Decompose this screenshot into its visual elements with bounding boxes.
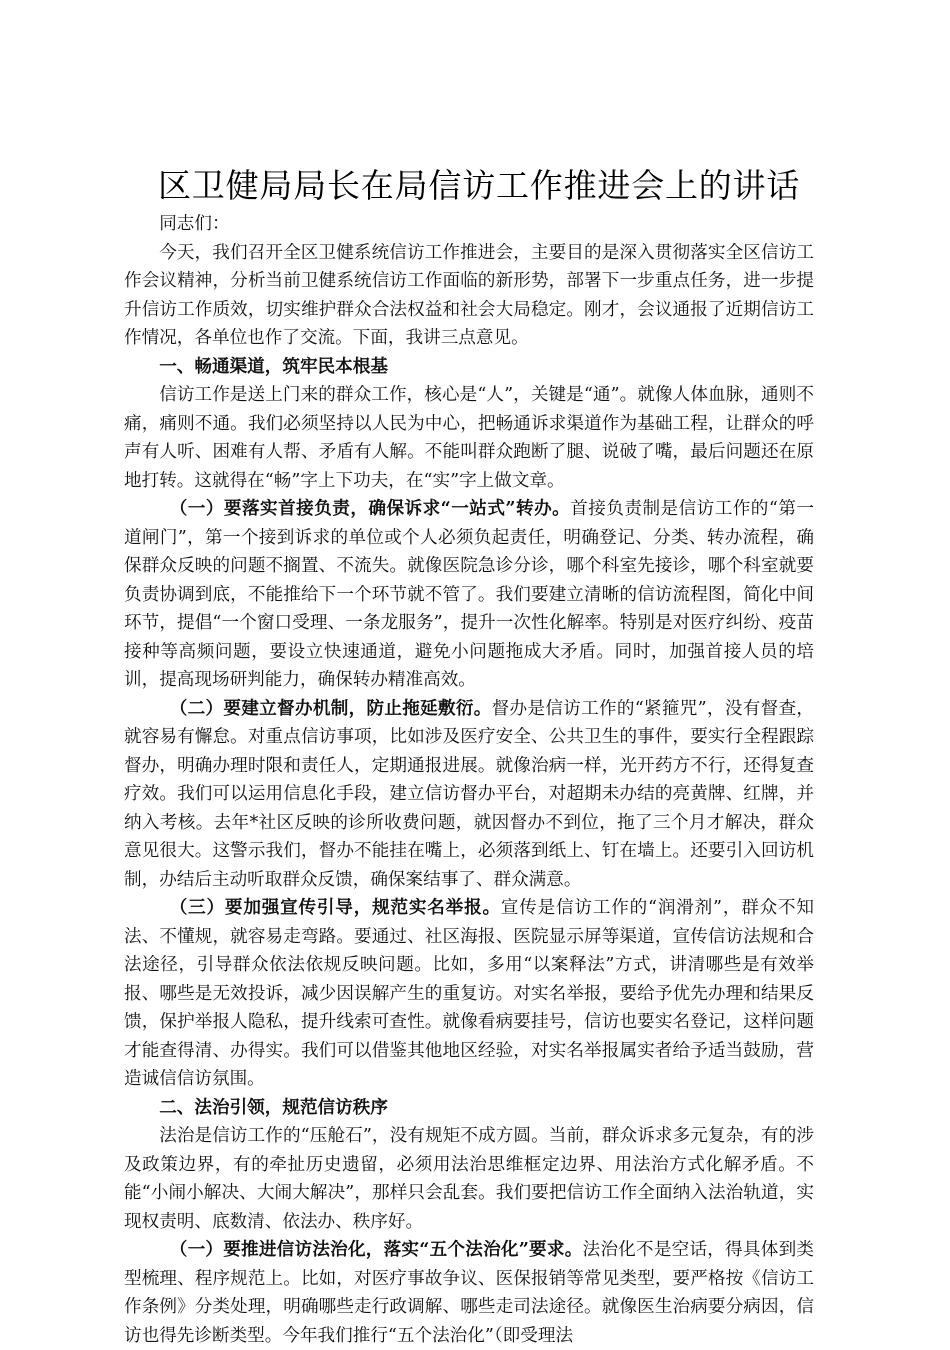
section1-sub3-lead: （三）要加强宣传引导，规范实名举报。 [169,897,501,918]
section1-sub3-paragraph [124,894,814,1094]
section1-heading: 一、畅通渠道，筑牢民本根基 [159,355,388,377]
section1-sub1-body: 首接负责制是信访工作的“第一道闸门”，第一个接到诉求的单位或个人必须负起责任，明确登记、分类、转办流程，确保群众反映的问题不搁置、不流失。就像医院急诊分诊，哪个科室先接诊，哪个科室就要负责协调到底，不能推给下一个环节就不管了。我们要建立清晰的信访流程图，简化中间环节，提倡“一个窗口受理、一条龙服务”，提升一次性化解率。特别是对医疗纠纷、疫苗接种等高频问题，要设立快速通道，避免小问题拖成大矛盾。同时，加强首接人员的培训，提高现场研判能力，确保转办精准高效。 [124,499,814,690]
section1-sub2-lead: （二）要建立督办机制，防止拖延敷衍。 [169,697,492,719]
section2-sub1-paragraph [124,1236,814,1350]
document-page [124,162,814,1350]
section2-body: 法治是信访工作的“压舱石”，没有规矩不成方圆。当前，群众诉求多元复杂，有的涉及政策边界，有的牵扯历史遗留，必须用法治思维框定边界、用法治方式化解矛盾。不能“小闹小解决、大闹大解决”，那样只会乱套。我们要把信访工作全面纳入法治轨道，实现权责明、底数清、依法办、秩序好。 [124,1126,814,1232]
section1-sub1-lead: （一）要落实首接负责，确保诉求“一站式”转办。 [169,498,571,519]
section2-sub1-lead: （一）要推进信访法治化，落实“五个法治化”要求。 [169,1239,583,1260]
document-title: 区卫健局局长在局信访工作推进会上的讲话 [158,166,801,205]
section1-sub2-body: 督办是信访工作的“紧箍咒”，没有督查，就容易有懈怠。对重点信访事项，比如涉及医疗安全、公共卫生的事件，要实行全程跟踪督办，明确办理时限和责任人，定期通报进展。就像治病一样，光开药方不行，还得复查疗效。我们可以运用信息化手段，建立信访督办平台，对超期未办结的亮黄牌、红牌，并纳入考核。去年*社区反映的诊所收费问题，就因督办不到位，拖了三个月才解决，群众意见很大。这警示我们，督办不能挂在嘴上，必须落到纸上、钉在墙上。还要引入回访机制，办结后主动听取群众反馈，确保案结事了、群众满意。 [124,698,814,890]
section2-sub1-body: 法治化不是空话，得具体到类型梳理、程序规范上。比如，对医疗事故争议、医保报销等常见类型，要严格按《信访工作条例》分类处理，明确哪些走行政调解、哪些走司法途径。就像医生治病要分病因，信访也得先诊断类型。今年我们推行“五个法治化”（即受理法 [124,1240,814,1346]
section1-sub3-body: 宣传是信访工作的“润滑剂”，群众不知法、不懂规，就容易走弯路。要通过、社区海报、医院显示屏等渠道，宣传信访法规和合法途径，引导群众依法依规反映问题。比如，多用“以案释法”方式，讲清哪些是有效举报、哪些是无效投诉，减少因误解产生的重复访。对实名举报，要给予优先办理和结果反馈，保护举报人隐私，提升线索可查性。就像看病要挂号，信访也要实名登记，这样问题才能查得清、办得实。我们可以借鉴其他地区经验，对实名举报属实者给予适当鼓励，营造诚信信访氛围。 [124,898,814,1089]
section1-sub1-paragraph [124,495,814,695]
section2-heading: 二、法治引领，规范信访秩序 [159,1096,388,1118]
section1-sub2-paragraph [124,695,814,895]
section1-body: 信访工作是送上门来的群众工作，核心是“人”，关键是“通”。就像人体血脉，通则不痛，痛则不通。我们必须坚持以人民为中心，把畅通诉求渠道作为基础工程，让群众的呼声有人听、困难有人帮、矛盾有人解。不能叫群众跑断了腿、说破了嘴，最后问题还在原地打转。这就得在“畅”字上下功夫，在“实”字上做文章。 [124,385,814,491]
salutation: 同志们： [159,214,230,234]
intro-paragraph: 今天，我们召开全区卫健系统信访工作推进会，主要目的是深入贯彻落实全区信访工作会议精神，分析当前卫健系统信访工作面临的新形势，部署下一步重点任务，进一步提升信访工作质效，切实维护群众合法权益和社会大局稳定。刚才，会议通报了近期信访工作情况，各单位也作了交流。下面，我讲三点意见。 [124,242,814,348]
